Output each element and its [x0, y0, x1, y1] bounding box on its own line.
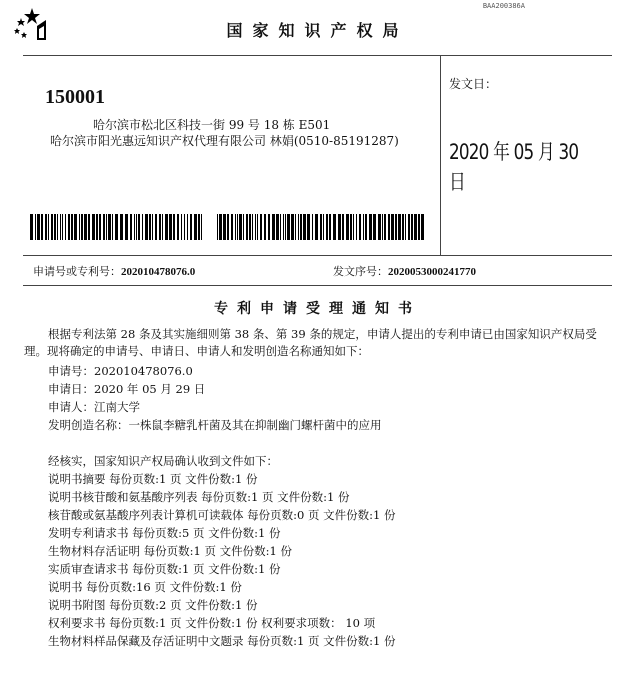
document-item: 核苷酸或氨基酸序列表计算机可读载体 每份页数:0 页 文件份数:1 份: [48, 508, 396, 522]
document-item: 发明专利请求书 每份页数:5 页 文件份数:1 份: [48, 526, 281, 540]
agency-name: 国家知识产权局: [226, 21, 409, 40]
field-application-number: 申请号：202010478076.0: [48, 364, 193, 378]
document-number-label: 发文序号：: [333, 265, 388, 278]
mid-divider: [23, 255, 612, 256]
notice-intro: 根据专利法第 28 条及其实施细则第 38 条、第 39 条的规定，申请人提出的专利申请已由国家知识产权局受理。现将确定的申请号、申请日、申请人和发明创造名称通知如下：: [24, 327, 597, 358]
document-item: 生物材料样品保藏及存活证明中文题录 每份页数:1 页 文件份数:1 份: [48, 634, 396, 648]
document-item: 说明书摘要 每份页数:1 页 文件份数:1 份: [48, 472, 258, 486]
document-ref-code: BAA200386A: [482, 2, 525, 10]
document-number-row: [333, 263, 476, 279]
document-number: 2020053000241770: [388, 266, 476, 278]
notice-title: 专利申请受理通知书: [214, 301, 421, 317]
document-item: 说明书核苷酸和氨基酸序列表 每份页数:1 页 文件份数:1 份: [48, 490, 350, 504]
barcode-left: [30, 214, 203, 240]
application-number: 202010478076.0: [121, 266, 196, 278]
top-divider: [23, 55, 612, 56]
application-number-label: 申请号或专利号：: [33, 265, 121, 278]
dispatch-date-label: 发文日：: [449, 77, 498, 91]
recipient-agency: 哈尔滨市阳光惠远知识产权代理有限公司 林娟(0510-85191287): [50, 134, 399, 148]
document-item: 说明书附图 每份页数:2 页 文件份数:1 份: [48, 598, 258, 612]
dispatch-date: 2020 年 05 月 30 日: [449, 140, 579, 194]
lower-divider: [23, 285, 612, 286]
field-invention-title: 发明创造名称：一株鼠李糖乳杆菌及其在抑制幽门螺杆菌中的应用: [48, 418, 382, 432]
application-number-row: [33, 263, 195, 279]
document-item: 说明书 每份页数:16 页 文件份数:1 份: [48, 580, 242, 594]
recipient-address: 哈尔滨市松北区科技一街 99 号 18 栋 E501: [93, 118, 331, 132]
postcode: 150001: [45, 86, 105, 108]
field-application-date: 申请日：2020 年 05 月 29 日: [48, 382, 206, 396]
barcode-right: [217, 214, 426, 240]
document-item: 生物材料存活证明 每份页数:1 页 文件份数:1 份: [48, 544, 293, 558]
documents-intro: 经核实，国家知识产权局确认收到文件如下：: [48, 454, 278, 468]
document-item: 实质审查请求书 每份页数:1 页 文件份数:1 份: [48, 562, 281, 576]
field-applicant: 申请人：江南大学: [48, 400, 140, 414]
vertical-divider: [440, 56, 441, 255]
document-item: 权利要求书 每份页数:1 页 文件份数:1 份 权利要求项数： 10 项: [48, 616, 376, 630]
